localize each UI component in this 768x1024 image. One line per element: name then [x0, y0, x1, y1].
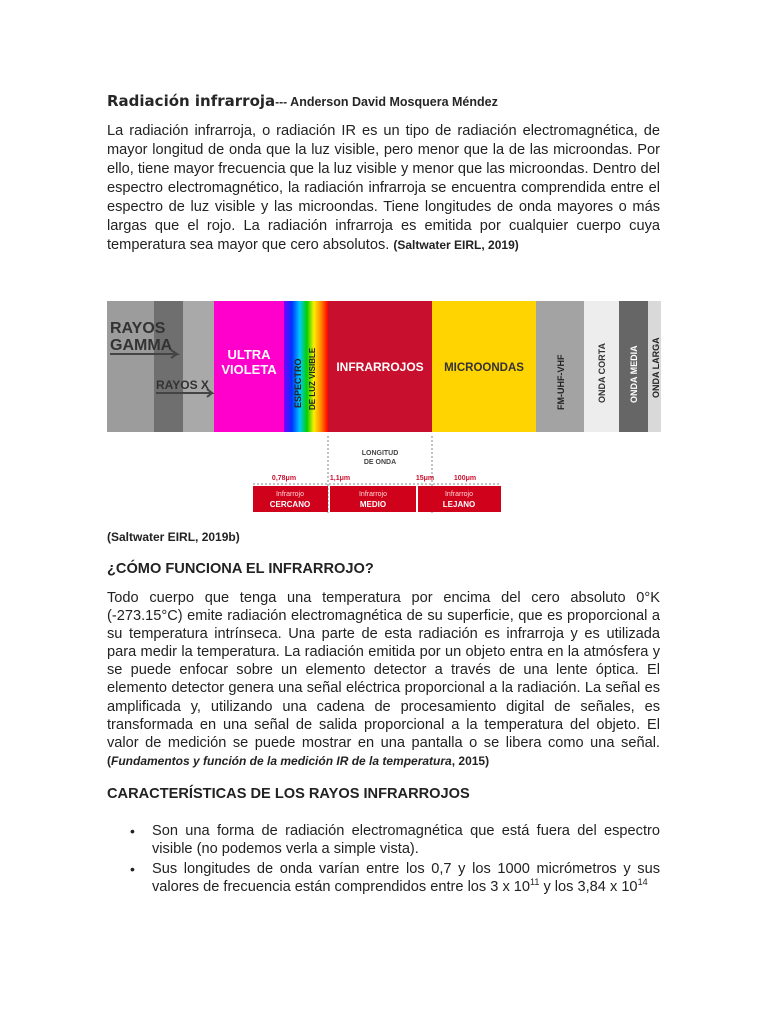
document-title	[107, 92, 498, 110]
band-xray	[183, 301, 214, 432]
section2-heading: CARACTERÍSTICAS DE LOS RAYOS INFRARROJOS	[107, 786, 470, 802]
range-far-bottom: LEJANO	[442, 500, 476, 509]
label-visible-2: DE LUZ VISIBLE	[308, 347, 317, 410]
list-item	[107, 822, 660, 858]
exponent-b: 14	[637, 877, 648, 888]
characteristics-list	[107, 822, 660, 898]
section1-citation-rest: , 2015)	[451, 753, 490, 768]
section1-text: Todo cuerpo que tenga una temperatura por encima del cero absoluto 0°K (-273.15°C) emite radiación electromagnética de su superficie, que es proporcional a su temperatura intrínseca. Una parte de esta radiación es infrarroja y es utilizada para medir la temperatura. La radiación emitida por un objeto entra en la atmósfera y se puede enfocar sobre un elemento detector a través de una lente óptica. El elemento detector genera una señal eléctrica proporcional a la radiación. La señal es amplificada y, utilizando una cadena de procesamiento digital de señales, es transformada en una señal de salida proporcional a la temperatura del objeto. El valor de medición se puede mostrar en una pantalla o se libera como una señal.	[107, 590, 660, 751]
label-medium-wave: ONDA MEDIA	[629, 345, 639, 403]
mark-3: 15μm	[415, 475, 435, 482]
wavelength-label-2: DE ONDA	[363, 459, 397, 466]
mark-2: 1,1μm	[329, 475, 351, 482]
title-separator: ---	[275, 95, 288, 109]
section1-citation-title: Fundamentos y función de la medición IR de la temperatura	[111, 753, 452, 768]
label-short-wave: ONDA CORTA	[597, 343, 607, 403]
label-gamma-1: RAYOS	[110, 320, 166, 337]
exponent-a: 11	[530, 877, 540, 888]
label-xray: RAYOS X	[156, 378, 209, 392]
range-mid-bottom: MEDIO	[359, 500, 387, 509]
bullet-dot: •	[130, 823, 135, 839]
label-infrared: INFRARROJOS	[336, 360, 424, 374]
mark-1: 0,78μm	[271, 475, 297, 482]
bullet-dot: •	[130, 861, 135, 877]
label-fm: FM-UHF-VHF	[556, 354, 566, 410]
section1-paragraph	[107, 589, 660, 770]
label-long-wave: ONDA LARGA	[651, 337, 661, 398]
range-far-top: Infrarrojo	[444, 491, 474, 498]
bullet-text-b: y los 3,84 x 10	[539, 879, 638, 895]
section1-heading: ¿CÓMO FUNCIONA EL INFRARROJO?	[107, 561, 374, 577]
label-gamma-2: GAMMA	[110, 337, 173, 354]
band-visible	[284, 301, 328, 432]
section1-citation-open: (	[107, 753, 111, 768]
figure-caption: (Saltwater EIRL, 2019b)	[107, 530, 240, 544]
label-visible-1: ESPECTRO	[293, 358, 303, 408]
bullet-text-a: Sus longitudes de onda varían entre los 0,7 y los 1000 micrómetros y sus valores de frecuencia están comprendidos entre los 3 x 10	[152, 861, 660, 895]
intro-text: La radiación infrarroja, o radiación IR es un tipo de radiación electromagnética, de mayor longitud de onda que la luz visible, pero menor que la de las microondas. Por ello, tiene mayor frecuencia que la luz visible y menor que las microondas. Dentro del espectro electromagnético, la radiación infrarroja se encuentra comprendida entre el espectro de luz visible y las microondas. Tiene longitudes de onda mayores o más largas que el rojo. La radiación infrarroja es emitida por cualquier cuerpo cuya temperatura sea mayor que cero absolutos.	[107, 123, 660, 253]
list-item	[107, 860, 660, 896]
bullet-text: Son una forma de radiación electromagnética que está fuera del espectro visible (no podemos verla a simple vista).	[152, 823, 660, 857]
range-near-bottom: CERCANO	[269, 500, 311, 509]
title-main: Radiación infrarroja	[107, 92, 276, 110]
label-microwave: MICROONDAS	[444, 362, 524, 374]
label-uv-1: ULTRA	[227, 347, 271, 362]
intro-citation: (Saltwater EIRL, 2019)	[393, 238, 519, 252]
intro-paragraph	[107, 122, 660, 255]
wavelength-label-1: LONGITUD	[361, 450, 399, 457]
range-near-top: Infrarrojo	[275, 491, 305, 498]
label-uv-2: VIOLETA	[221, 362, 277, 377]
range-mid-top: Infrarrojo	[358, 491, 388, 498]
mark-4: 100μm	[453, 475, 477, 482]
spectrum-figure	[107, 298, 661, 516]
title-author: Anderson David Mosquera Méndez	[287, 95, 498, 109]
